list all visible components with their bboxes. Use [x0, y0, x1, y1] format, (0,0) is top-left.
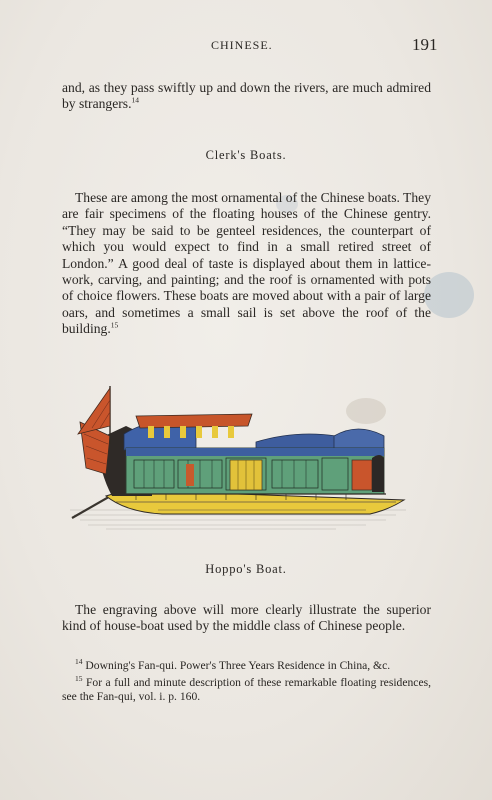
illustration-caption: Hoppo's Boat. [205, 562, 287, 576]
footnote-text: Downing's Fan-qui. Power's Three Years Residence in China, &c. [85, 659, 391, 672]
footnotes [62, 659, 431, 707]
water-stain [424, 272, 474, 318]
footnote [62, 659, 431, 674]
paragraph-top [62, 80, 431, 113]
running-head [0, 35, 492, 58]
footnote [62, 673, 432, 705]
footnote-text: For a full and minute description of these remarkable floating residences, see the Fan-qui, vol. i. p. 160. [62, 675, 432, 704]
paragraph-text: and, as they pass swiftly up and down the rivers, are much admired by strangers. [62, 80, 431, 112]
paragraph-text: These are among the most ornamental of the Chinese boats. They are fair specimens of the floating houses of the Chinese gentry. “They may be said to be genteel residences, the counterpart of which you would expect to find in a small retired street of London.” A good deal of taste is displayed about them in lattice-work, carving, and painting; and the roof is ornamented with pots of choice flowers. These boats are moved about with a pair of large oars, and sometimes a small sail is set above the roof of the building. [62, 190, 431, 337]
footnote-number: 14 [75, 657, 83, 667]
footnote-number: 15 [75, 673, 83, 683]
page-number: 191 [412, 35, 438, 54]
running-title: CHINESE. [211, 38, 273, 52]
paragraph-main [62, 190, 431, 338]
footnote-ref: 15 [110, 320, 119, 330]
hand-coloured-boat-engraving [66, 378, 414, 533]
footnote-ref: 14 [131, 95, 139, 105]
section-heading: Clerk's Boats. [205, 148, 287, 162]
paragraph-bottom: The engraving above will more clearly illustrate the superior kind of house-boat used by the middle class of Chinese people. [62, 602, 431, 634]
